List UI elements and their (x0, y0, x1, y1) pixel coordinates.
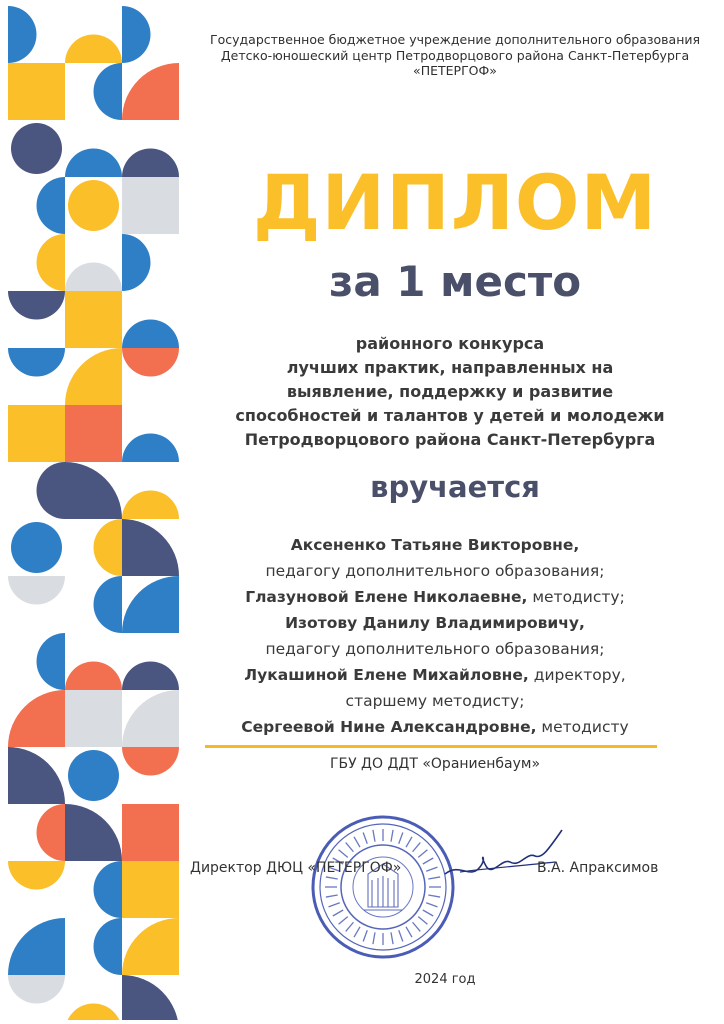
contest-line-4: способностей и талантов у детей и молодежи (235, 406, 665, 425)
official-seal-stamp (308, 812, 458, 962)
pattern-shape (94, 63, 123, 120)
pattern-shape (68, 180, 119, 231)
recipient-3-role: педагогу дополнительного образования; (265, 640, 605, 658)
pattern-shape (65, 291, 122, 348)
pattern-shape (8, 747, 65, 804)
pattern-shape (122, 348, 179, 377)
recipient-1-name: Аксененко Татьяне Викторовне, (290, 536, 580, 554)
pattern-shape (94, 576, 123, 633)
contest-line-3: выявление, поддержку и развитие (286, 382, 614, 401)
pattern-shape (65, 263, 122, 292)
recipient-5-name: Сергеевой Нине Александровне, (241, 718, 537, 736)
pattern-shape (122, 6, 151, 63)
pattern-shape (65, 348, 122, 405)
recipient-3-name: Изотову Данилу Владимировичу, (285, 614, 585, 632)
recipient-5 (210, 714, 660, 740)
decorative-pattern (8, 6, 180, 1020)
org-line-2: Детско-юношеский центр Петродворцового района Санкт-Петербурга (220, 47, 690, 63)
pattern-shape (8, 861, 65, 890)
pattern-shape (122, 519, 179, 576)
pattern-shape (122, 576, 179, 633)
pattern-shape (122, 177, 179, 234)
pattern-shape (122, 918, 179, 975)
pattern-shape (8, 576, 65, 605)
recipient-2 (210, 584, 660, 610)
pattern-shape (122, 747, 179, 776)
pattern-shape (65, 662, 122, 691)
pattern-shape (122, 63, 179, 120)
handwritten-signature (440, 822, 570, 892)
pattern-shape (8, 6, 37, 63)
pattern-shape (122, 320, 179, 349)
recipient-4 (210, 662, 660, 688)
pattern-shape (37, 177, 66, 234)
pattern-shape (65, 35, 122, 64)
pattern-shape (122, 975, 179, 1020)
year-label: 2024 год (414, 972, 476, 987)
pattern-shape (8, 975, 65, 1004)
recipient-4-role-2: старшему методисту; (345, 692, 525, 710)
pattern-shape (65, 1004, 122, 1021)
org-line-1: Государственное бюджетное учреждение дополнительного образования (209, 32, 701, 47)
pattern-shape (37, 633, 66, 690)
place-subtitle: за 1 место (328, 257, 582, 306)
pattern-shape (122, 491, 179, 520)
pattern-shape (8, 348, 65, 377)
pattern-shape (8, 63, 65, 120)
recipient-2-name: Глазуновой Елене Николаевне, (245, 588, 528, 606)
pattern-shape (122, 149, 179, 178)
pattern-shape (122, 690, 179, 747)
pattern-shape (65, 149, 122, 178)
divider-line (205, 745, 657, 748)
pattern-shape (94, 861, 123, 918)
pattern-shape (37, 234, 66, 291)
recipient-4-name: Лукашиной Елене Михайловне, (244, 666, 529, 684)
pattern-shape (65, 690, 122, 747)
pattern-shape (8, 405, 65, 462)
contest-description (200, 332, 700, 452)
pattern-shape (65, 804, 122, 861)
pattern-shape (37, 804, 66, 861)
pattern-shape (94, 918, 123, 975)
pattern-shape (122, 662, 179, 691)
organization-header (200, 32, 710, 79)
pattern-shape (94, 519, 123, 576)
recipient-5-role: методисту (536, 718, 629, 736)
pattern-shape (122, 804, 179, 861)
pattern-shape (65, 462, 122, 519)
director-label: Директор ДЮЦ «ПЕТЕРГОФ» (190, 860, 402, 876)
pattern-shape (8, 690, 65, 747)
recipient-1-role: педагогу дополнительного образования; (265, 562, 605, 580)
pattern-shape (8, 291, 65, 320)
pattern-shape (122, 861, 179, 918)
pattern-shape (37, 462, 66, 519)
org-line-3: «ПЕТЕРГОФ» (413, 63, 497, 78)
director-name: В.А. Апраксимов (537, 860, 659, 876)
contest-line-1: районного конкурса (355, 334, 545, 353)
recipient-4-role: директору, (528, 666, 626, 684)
pattern-shape (122, 234, 151, 291)
recipients-list (210, 532, 660, 740)
awarded-heading: вручается (370, 470, 540, 504)
diploma-title: ДИПЛОМ (252, 158, 658, 247)
pattern-shape (8, 918, 65, 975)
pattern-shape (11, 522, 62, 573)
pattern-shape (11, 123, 62, 174)
pattern-shape (68, 750, 119, 801)
issuer-organization: ГБУ ДО ДДТ «Ораниенбаум» (329, 756, 541, 772)
pattern-shape (122, 434, 179, 463)
contest-line-2: лучших практик, направленных на (286, 358, 614, 377)
contest-line-5: Петродворцового района Санкт-Петербурга (244, 430, 656, 449)
recipient-2-role: методисту; (527, 588, 625, 606)
pattern-shape (65, 405, 122, 462)
